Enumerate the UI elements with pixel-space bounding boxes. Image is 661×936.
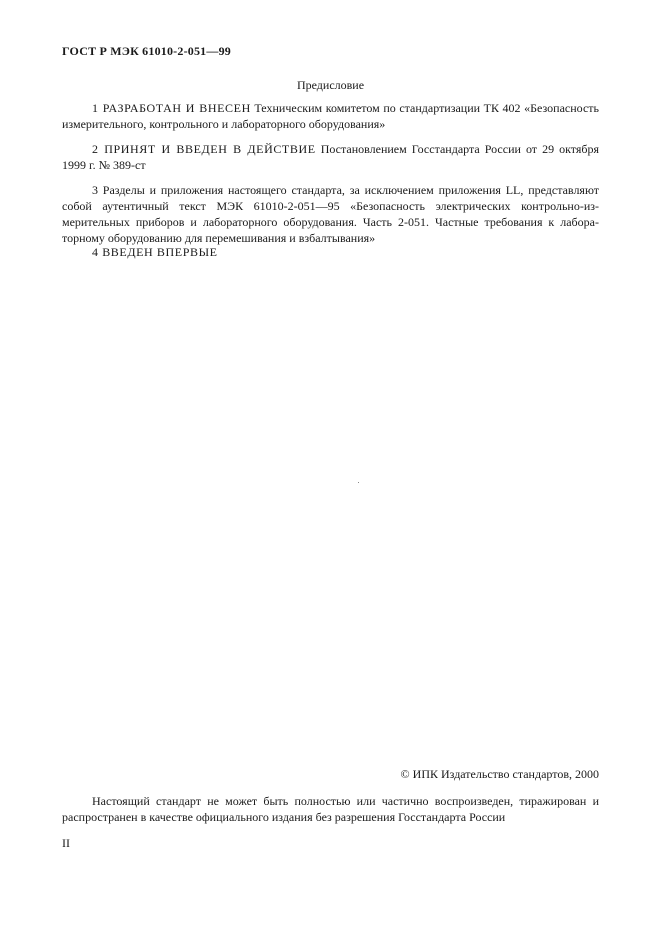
foreword-item-4-paragraph: [62, 244, 599, 260]
foreword-item-1-text: Техническим комитетом по стандартизации ТК 402 «Безопасность измерительного, контрольного и лабораторного оборудования»: [62, 101, 599, 131]
foreword-item-3-text: 3 Разделы и приложения настоящего стандарта, за исключением приложения LL, представляют собой аутентичный текст МЭК 61010-2-051—95 «Безопасность электрических контрольно-измерительных приборов и лабораторного оборудования. Часть 2-051. Частные требования к лабораторному оборудованию для перемешивания и взбалтывания»: [62, 183, 599, 245]
foreword-title: Предисловие: [296, 78, 365, 92]
foreword-item-2-text: Постановлением Госстандарта России от 29 октября 1999 г. № 389-ст: [62, 142, 599, 172]
copyright-line: © ИПК Издательство стандартов, 2000: [400, 767, 599, 781]
foreword-item-2-paragraph: [62, 141, 599, 173]
foreword-item-3: [62, 182, 599, 246]
foreword-item-4-lead: 4 ВВЕДЕН ВПЕРВЫЕ: [92, 245, 218, 259]
foreword-item-1-lead: 1 РАЗРАБОТАН И ВНЕСЕН: [92, 101, 251, 115]
foreword-item-2-lead: 2 ПРИНЯТ И ВВЕДЕН В ДЕЙСТВИЕ: [92, 142, 316, 156]
foreword-item-4: [62, 244, 599, 260]
reproduction-notice-text: Настоящий стандарт не может быть полностью или частично воспроизведен, тиражирован и распространен в качестве официального издания без разрешения Госстандарта России: [62, 794, 599, 824]
foreword-item-3-paragraph: [62, 182, 599, 246]
document-code-header: ГОСТ Р МЭК 61010-2-051—99: [62, 44, 231, 58]
stray-dot-mark: [358, 482, 359, 483]
foreword-item-2: [62, 141, 599, 173]
page-number: II: [62, 836, 70, 850]
foreword-item-1-paragraph: [62, 100, 599, 132]
foreword-item-1: [62, 100, 599, 132]
reproduction-notice: [62, 793, 599, 825]
